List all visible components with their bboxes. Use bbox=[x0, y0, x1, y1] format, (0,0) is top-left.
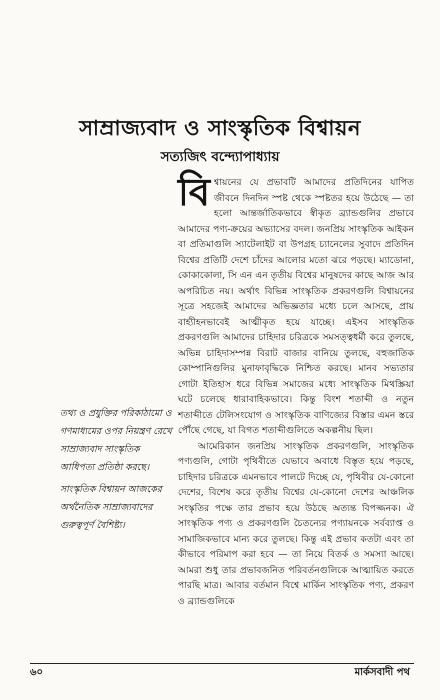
pull-quote-paragraph-1: তথ্য ও প্রযুক্তির পরিকাঠামো ও গণমাধ্যমের ওপর নিয়ন্ত্রণ রেখে সাম্রাজ্যবাদ সাংস্কৃতিক আধিপত্য প্রতিষ্ঠা করছে। bbox=[60, 408, 172, 473]
footer-divider bbox=[30, 663, 414, 664]
article-body bbox=[178, 169, 414, 609]
pull-quote bbox=[60, 405, 172, 535]
page-number: ৬০ bbox=[30, 667, 44, 678]
drop-cap: বি bbox=[178, 169, 211, 214]
running-title: মার্কসবাদী পথ bbox=[354, 667, 410, 678]
article-title: সাম্রাজ্যবাদ ও সাংস্কৃতিক বিশ্বায়ন bbox=[79, 115, 361, 140]
body-paragraph-2: আমেরিকান জনপ্রিয় সাংস্কৃতিক প্রকরণগুলি, সাংস্কৃতিক পণ্যগুলি, গোটা পৃথিবীতে যেভাবে অবাধে বিস্তৃত হয়ে পড়ছে, চাহিদার চরিত্রকে এমনভাবে পালটে দিচ্ছে যে, পৃথিবীর যে-কোনো দেশের, বিশেষ করে তৃতীয় বিশ্বের যে-কোনো দেশের আঞ্চলিক সংস্কৃতির পক্ষে তার প্রভাব হয়ে উঠছে অত্যন্ত বিপজ্জনক। ঐ সাংস্কৃতিক পণ্য ও প্রকরণগুলি চৈতন্যের পণ্যায়নকে সর্বব্যাপ্ত ও সামাজিকভাবে মান্য করে তুলছে। কিন্তু এই প্রভাব কতটা এবং তা কীভাবে পরিমাপ করা হবে — তা নিয়ে বিতর্ক ও সমস্যা আছে। আমরা শুধু তার প্রভাবজনিত পরিবর্তনগুলিকে আত্মায়িত করতে পারছি মাত্র। আবার বর্তমান বিশ্বে মার্কিন সাংস্কৃতিক পণ্য, প্রকরণ ও ব্র্যান্ডগুলিকে bbox=[178, 440, 414, 607]
pull-quote-paragraph-2: সাংস্কৃতিক বিশ্বায়ন আজকের অর্থনৈতিক সাম্রাজ্যবাদের গুরুত্বপূর্ণ বৈশিষ্ট্য। bbox=[60, 484, 162, 531]
body-paragraph-1 bbox=[178, 169, 414, 439]
author-name: সত্যজিৎ বন্দ্যোপাধ্যায় bbox=[160, 149, 280, 165]
body-paragraph-1-text: শ্বায়নের যে প্রভাবটি আমাদের প্রতিদিনের যাপিত জীবনে দিনদিন স্পষ্ট থেকে স্পষ্টতর হয়ে উঠেছে — তা হলো আন্তর্জাতিকভাবে স্বীকৃত ব্র্যান্ডগুলির প্রভাবে আমাদের পণ্য-ক্রয়ের অভ্যাসের বদল। জনপ্রিয় সাংস্কৃতিক আইকন বা প্রতিমাগুলি স্যাটেলাইট বা উপগ্রহ চ্যানেলের সুবাদে প্রতিদিন বিশ্বের প্রতিটি দেশে চাঁদের আলোর মতো ঝরে পড়ছে। ম্যাডোনা, কোকাকোলা, সি এন এন তৃতীয় বিশ্বের মানুষদের কাছে আজ আর অপরিচিত নয়। অর্থাৎ বিভিন্ন সাংস্কৃতিক প্রকরণগুলি বিশ্বায়নের সূত্রে সহজেই আমাদের অভিজ্ঞতার মধ্যে চলে আসছে, প্রায় বাহ্যীহনভাবেই আত্মীকৃত হয়ে যাচ্ছে। এইসব সাংস্কৃতিক প্রকরণগুলি আমাদের চাহিদার চরিত্রকে সমসত্ত্বধর্মী করে তুলছে, অভিন্ন চাহিদাসম্পন্ন বিরাট বাজার বানিয়ে তুলছে, বহুজাতিক কোম্পানিগুলির মুনাফাবৃদ্ধিকে নিশ্চিত করছে। মানব সভ্যতার গোটা ইতিহাস ধরে বিভিন্ন সমাজের মধ্যে সাংস্কৃতিক মিথস্ক্রিয়া ঘটে চলেছে ধারাবাহিকভাবে। কিন্তু বিংশ শতাব্দী ও নতুন শতাব্দীতে টেলিসংযোগ ও সাংস্কৃতিক বাণিজ্যের বিস্তার এমন স্তরে পৌঁছে গেছে, যা বিগত শতাব্দীগুলিতে অকল্পনীয় ছিল। bbox=[178, 177, 414, 436]
